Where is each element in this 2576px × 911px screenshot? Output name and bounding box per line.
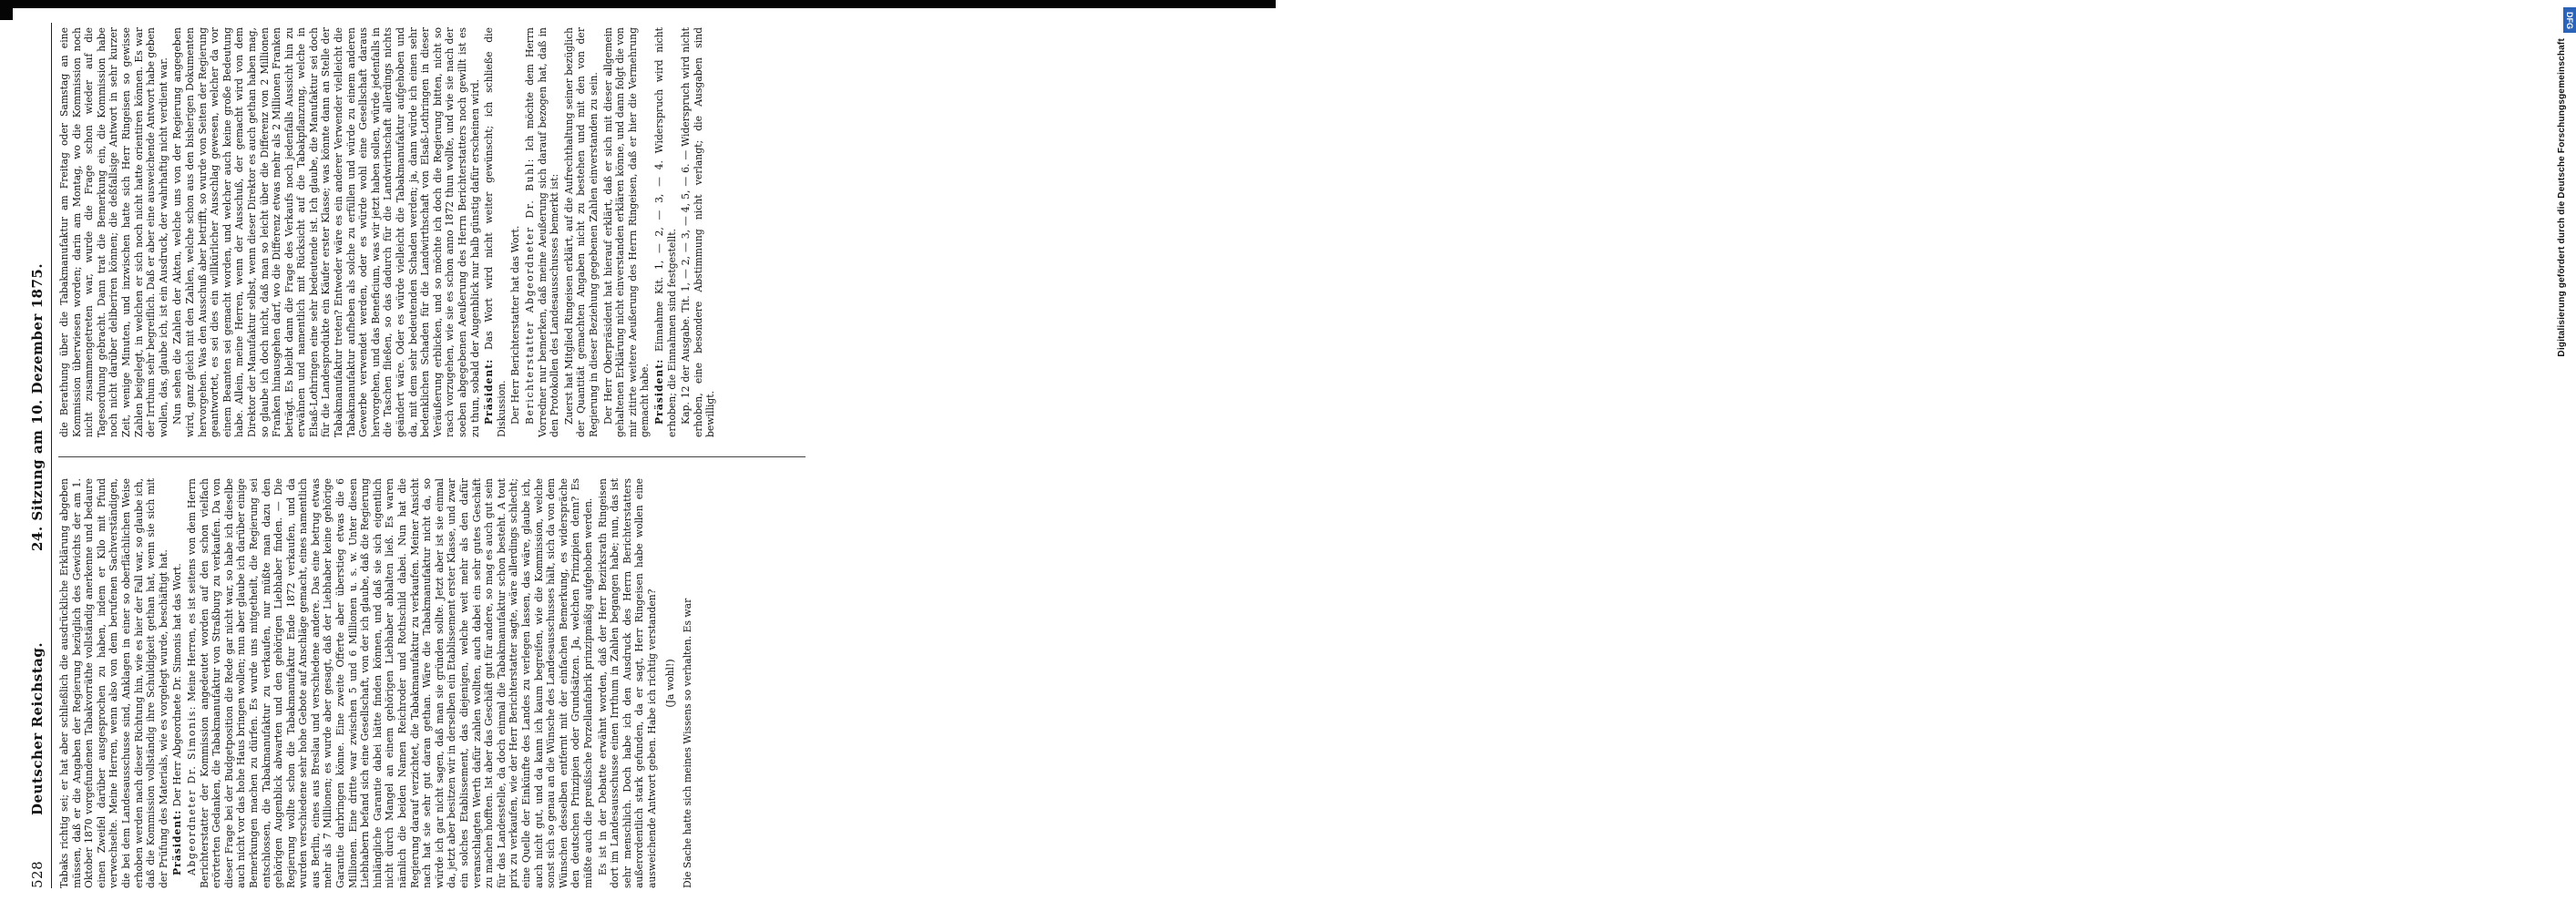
speaker-label: Präsident: [652,358,665,425]
left-column [58,478,696,888]
running-head [27,23,49,888]
paragraph [524,27,561,437]
paragraph: Der Herr Berichterstatter hat das Wort. [509,225,522,425]
paragraph: Kap. 12 der Ausgabe. Tit. 1, — 2, — 3, — 4, 5, — 6. — Widerspruch wird nicht erhoben, eine besondere Abstimmung nicht verlangt; die Ausgaben sind bewilligt. [680,27,717,437]
paragraph: Die Sache hatte sich meines Wissens so verhalten. Es war [682,598,694,888]
paragraph [186,478,595,888]
dfg-logo: DFG [2563,7,2576,33]
speech-text: Meine Herren, es ist seitens von dem Herrn Berichterstatter der Kommission angedeutet worden auf den schon vielfach erörterten Gedanken, die Tabakmanufaktur von Straßburg zu verkaufen. Da von dieser Frage bei der Budgetposition die Rede gar nicht war, so habe ich dieselbe auch nicht vor das hohe Haus bringen wollen; nun aber glaube ich darüber einige Bemerkungen machen zu dürfen. Es wurde uns mitgetheilt, die Regierung sei entschlossen, die Tabakmanufaktur zu verkaufen, nur müßte man dazu den gehörigen Augenblick abwarten und den gehörigen Liebhaber finden. — Die Regierung wollte schon die Tabakmanufaktur Ende 1872 verkaufen, und da wurden verschiedene sehr hohe Gebote auf Anschläge gemacht, eines namentlich aus Berlin, eines aus Breslau und verschiedene andere. Das eine betrug etwas mehr als 7 Millionen; es wurde aber gesagt, daß der Liebhaber keine gehörige Garantie darbringen könne. Eine zweite Offerte aber überstieg etwas die 6 Millionen. Eine dritte war zwischen 5 und 6 Millionen u. s. w. Unter diesen Liebhabern befand sich eine Gesellschaft, von der ich glaube, daß die Regierung hinlängliche Garantie dabei hätte finden können, und daß sie sich eigentlich nicht durch Mangel an einem gehörigen Liebhaber abhalten ließ. Es waren nämlich die beiden Namen Reichroder und Rothschild dabei. Nun hat die Regierung darauf verzichtet, die Tabakmanufaktur zu verkaufen. Meiner Ansicht nach hat sie sehr gut daran gethan. Wäre die Tabakmanufaktur nicht da, so würde ich gar nicht sagen, daß man sie gründen sollte. Jetzt aber ist sie einmal da, jetzt aber besitzen wir in derselben ein Etablissement erster Klasse, und zwar ein solches Etablissement, das diejenigen, welche weit mehr als den dafür veranschlagten Werth dafür zahlen wollten, auch dabei ein sehr gutes Geschäft zu machen hofften. Ist aber das Geschäft gut für andere, so mag es auch gut sein für das Landesstelle, da doch einmal die Tabakmanufaktur schon besteht. A tout prix zu verkaufen, wie der Herr Berichterstatter sagte, wäre allerdings schlecht; eine Quelle der Einkünfte des Landes zu verlegen lassen, das wäre, glaube ich, auch nicht gut, und da kann ich kaum begreifen, wie die Kommission, welche sonst sich so genau an die Wünsche des Landesausschusses hält, sich da von dem Wünschen desselben entfernt mit der einfachen Bemerkung, es widerspräche den deutschen Prinzipien oder Grundsätzen. Ja, welchen Prinzipien denn? Es müßte auch die preußische Porzellanfabrik prinzipmäßig aufgehoben werden. [185,478,594,888]
speaker-label: Präsident: [171,809,184,875]
scan-top-border [0,0,1305,8]
interjection: (Ja wohl!) [663,659,676,708]
paragraph [171,478,184,888]
speaker-label: Berichterstatter Abgeordneter Dr. Buhl: [523,157,536,425]
speech-text: Ich möchte dem Herrn Vorredner nur bemerken, daß meine Aeußerung sich darauf bezogen hat, daß in den Protokollen des Landesausschusses bemerkt ist: [523,27,561,437]
column-divider [58,456,806,457]
paragraph: Es ist in der Debatte erwähnt worden, daß der Herr Bezirksrath Ringeisen dort im Landesausschusse einen Irrthum in Zahlen begangen habe; nun, das ist sehr menschlich. Doch habe ich den Ausdruck des Herrn Berichterstatters außerordentlich stark gefunden, da er sagt, Herr Ringeisen habe wollen eine ausweichende Antwort geben. Habe ich richtig verstanden? [596,478,658,888]
rotated-document-page [27,23,1280,888]
speech-text: Das Wort wird nicht weiter gewünscht; ich schließe die Diskussion. [483,27,508,437]
publication-title: Deutscher Reichstag. [29,641,46,815]
speech-text: Einnahme Kit. 1, — 2, — 3, — 4. Widerspruch wird nicht erhoben; die Einnahmen sind festgestellt. [652,27,678,437]
quoted-protocol: Zuerst hat Mitglied Ringeisen erklärt, auf die Aufrechthaltung seiner bezüglich der Quantität gemachten Angaben nicht zu bestehen und mit den von der Regierung in dieser Beziehung gegebenen Zahlen einverstanden zu sein. [562,27,600,437]
paragraph [483,27,508,437]
paragraph: die Berathung über die Tabakmanufaktur am Freitag oder Samstag an eine Kommission überwiesen worden; darin am Montag, wo die Kommission noch nicht zusammengetreten war, wurde die Frage schon wieder auf die Tagesordnung gebracht. Dann trat die Bemerkung ein, die Kommission habe noch nicht darüber deliberiren können; die deßfallsige Antwort in sehr kurzer Zeit, wenige Minuten, und inzwischen hatte sich Herr Ringeisen so gewisse Zahlen beigelegt, in welchen er sich noch nicht hatte orientiren können. Es war der Irrthum sehr begreiflich. Daß er aber eine ausweichende Antwort habe geben wollen, das, glaube ich, ist ein Ausdruck, der wahrhaftig nicht verdient war. [58,27,169,437]
paragraph: Der Herr Oberpräsident hat hierauf erklärt, daß er sich mit dieser allgemein gehaltenen Erklärung nicht einverstanden erklären könne, und dann folgt die von mir zitirte weitere Aeußerung des Herrn Ringeisen, daß er hier die Vermehrung gemacht habe. [601,27,652,437]
speaker-label: Abgeordneter Dr. Simonis: [185,705,198,875]
scan-corner-mark [0,0,13,20]
paragraph [653,27,678,437]
speaker-label: Präsident: [483,358,496,425]
right-column [58,27,719,437]
session-date: 24. Sitzung am 10. Dezember 1875. [29,262,46,551]
digitization-credit: Digitalisierung gefördert durch die Deutsche Forschungsgemeinschaft [2557,38,2567,357]
paragraph: Tabaks richtig sei; er hat aber schließlich die ausdrückliche Erklärung abgeben müssen, daß er die Angaben der Regierung bezüglich des Gewichts der am 1. Oktober 1870 vorgefundenen Tabakvorräthe vollständig anerkenne und bedaure einen Zweifel darüber ausgesprochen zu haben, indem er Kilo mit Pfund verwechselte. Meine Herren, wenn also von dem berufenen Sachverständigen, die bei dem Landesausschusse sind, Anklagen in einer so oberflächlichen Weise erhoben werden nach dieser Richtung hin, wie es hier der Fall war, so glaube ich, daß die Kommission vollständig ihre Schuldigkeit gethan hat, wenn sie sich mit der Prüfung des Materials, wie es vorgelegt wurde, beschäftigt hat. [58,478,169,888]
page-number: 528 [29,860,46,888]
header-rule [51,23,52,888]
paragraph: Nun sehen die Zahlen der Akten, welche uns von der Regierung angegeben wird, ganz gleich mit den Zahlen, welche schon aus den bisherigen Dokumenten hervorgehen. Was den Ausschuß aber betrifft, so wurde von Seiten der Regierung geantwortet, es sei dies ein willkürlicher Ausschlag gewesen, welcher da vor einem Beamten sei gemacht worden, und welcher auch keine große Bedeutung habe. Allein, meine Herren, wenn der Ausschuß, der gemacht wird von dem Direktor der Manufaktur selbst, wenn dieser Direktor es auch gethan haben mag, so glaube ich doch nicht, daß man so leicht über die Differenz von 2 Millionen Franken hinausgehen darf, wo die Differenz etwas mehr als 2 Millionen Franken beträgt. Es bleibt dann die Frage des Verkaufs noch jedenfalls Aussicht hin zu erwähnen und namentlich mit Rücksicht auf die Tabakpflanzung, welche in Elsaß-Lothringen eine sehr bedeutende ist. Ich glaube, die Manufaktur sei doch für die Landesprodukte ein Käufer erster Klasse; was könnte dann an Stelle der Tabakmanufaktur treten? Entweder wäre es ein anderer Verwender vielleicht die Tabakmanufaktur aufheben als solche zu erfüllen und würde zu einem anderen Gewerbe verwendet werden, oder es würde wohl eine Gesellschaft daraus hervorgehen, und das Beneficium, was wir jetzt haben sollen, würde jedenfalls in die Taschen fließen, so das dadurch für die Landwirthschaft allerdings nichts geändert wäre. Oder es würde vielleicht die Tabakmanufaktur aufgehoben und da, mit dem sehr bedeutenden Schaden werden; ja, dann würde ich einen sehr bedenklichen Schaden für die Landwirthschaft von Elsaß-Lothringen in dieser Veräußerung erblicken, und so möchte ich doch die Regierung bitten, nicht so rasch vorzugehen, wie sie es schon anno 1872 thun wollte, und wie sie nach der soeben abgegebenen Aeußerung des Herrn Berichterstatters noch gewillt ist es zu thun, sobald der Augenblick nur halb günstig dafür erscheinen wird. [171,27,481,437]
speech-text: Der Herr Abgeordnete Dr. Simonis hat das Wort. [171,563,184,807]
